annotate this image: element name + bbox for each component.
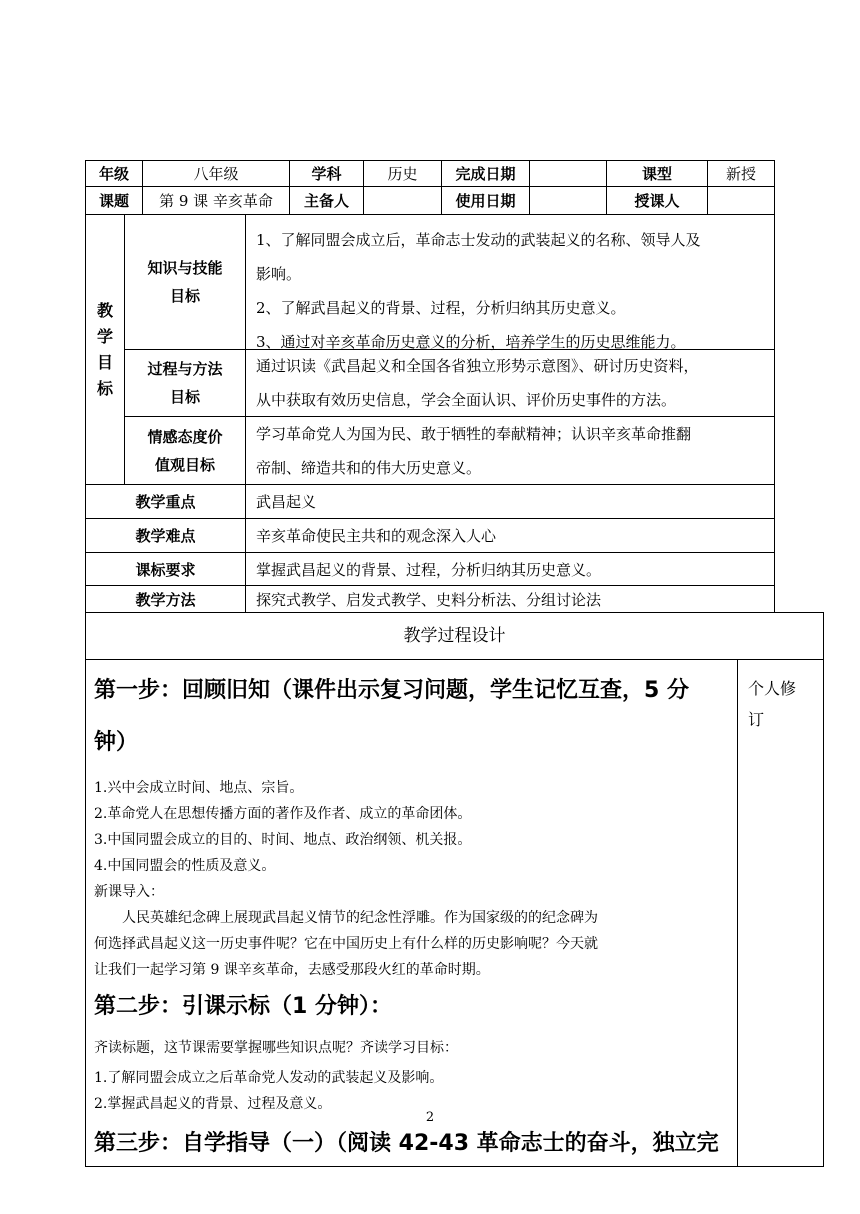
process-label-line: 目标	[169, 388, 200, 406]
intro-line: 人民英雄纪念碑上展现武昌起义情节的纪念性浮雕。作为国家级的的纪念碑为	[122, 910, 598, 926]
emotion-line: 帝制、缔造共和的伟大历史意义。	[256, 458, 482, 477]
grade-label: 年级	[85, 160, 143, 187]
revision-label-line: 个人修	[748, 679, 797, 698]
process-label	[124, 349, 246, 417]
finish-date-value	[529, 160, 607, 187]
type-label: 课型	[606, 160, 708, 187]
review-item: 4.中国同盟会的性质及意义。	[94, 858, 276, 874]
revision-cell	[737, 659, 824, 1167]
step1-heading: 第一步：回顾旧知（课件出示复习问题，学生记忆互查，5 分	[94, 678, 689, 703]
emotion-line: 学习革命党人为国为民、敢于牺牲的奉献精神；认识辛亥革命推翻	[256, 424, 692, 443]
use-date-value	[529, 186, 607, 215]
knowledge-content	[245, 214, 775, 350]
difficulty-label: 教学难点	[85, 518, 246, 553]
review-item: 2.革命党人在思想传播方面的著作及作者、成立的革命团体。	[94, 806, 472, 822]
goal-item: 2.掌握武昌起义的背景、过程及意义。	[94, 1096, 332, 1112]
emotion-label-line: 值观目标	[154, 455, 215, 474]
topic-label: 课题	[85, 186, 143, 215]
key-point-value: 武昌起义	[245, 484, 775, 519]
intro-line: 让我们一起学习第 9 课辛亥革命，去感受那段火红的革命时期。	[94, 962, 490, 978]
intro-line: 何选择武昌起义这一历史事件呢？它在中国历史上有什么样的历史影响呢？今天就	[94, 936, 598, 952]
step2-heading: 第二步：引课示标（1 分钟）：	[94, 994, 392, 1019]
emotion-label	[124, 416, 246, 485]
preparer-label: 主备人	[289, 186, 364, 215]
process-design-title: 教学过程设计	[85, 612, 824, 660]
intro-label: 新课导入：	[94, 884, 164, 900]
step1-heading: 钟）	[94, 730, 139, 755]
standard-label: 课标要求	[85, 552, 246, 586]
knowledge-label-line: 目标	[169, 287, 200, 305]
subject-value: 历史	[363, 160, 442, 187]
review-item: 3.中国同盟会成立的目的、时间、地点、政治纲领、机关报。	[94, 832, 472, 848]
objectives-title-char: 教	[96, 300, 113, 320]
emotion-label-line: 情感态度价	[147, 427, 223, 446]
subject-label: 学科	[289, 160, 364, 187]
topic-value: 第 9 课 辛亥革命	[142, 186, 290, 215]
difficulty-value: 辛亥革命使民主共和的观念深入人心	[245, 518, 775, 553]
step2-text: 齐读标题，这节课需要掌握哪些知识点呢？齐读学习目标：	[94, 1040, 458, 1056]
knowledge-line: 2、了解武昌起义的背景、过程，分析归纳其历史意义。	[256, 299, 626, 317]
emotion-content	[245, 416, 775, 485]
objectives-title-char: 标	[96, 378, 113, 398]
method-label: 教学方法	[85, 585, 246, 613]
objectives-title-char: 目	[96, 352, 113, 372]
key-point-label: 教学重点	[85, 484, 246, 519]
process-label-line: 过程与方法	[147, 360, 223, 378]
knowledge-label	[124, 214, 246, 350]
method-value: 探究式教学、启发式教学、史料分析法、分组讨论法	[245, 585, 775, 613]
preparer-value	[363, 186, 442, 215]
finish-date-label: 完成日期	[441, 160, 530, 187]
process-line: 从中获取有效历史信息，学会全面认识、评价历史事件的方法。	[256, 391, 677, 409]
use-date-label: 使用日期	[441, 186, 530, 215]
step3-heading: 第三步：自学指导（一）（阅读 42-43 革命志士的奋斗，独立完	[94, 1131, 719, 1156]
teacher-label: 授课人	[606, 186, 708, 215]
process-content	[245, 349, 775, 417]
teacher-value	[707, 186, 775, 215]
process-content	[94, 665, 734, 1117]
type-value: 新授	[707, 160, 775, 187]
page-number: 2	[425, 1110, 435, 1125]
objectives-title-char: 学	[96, 326, 113, 346]
knowledge-line: 影响。	[256, 265, 302, 283]
standard-value: 掌握武昌起义的背景、过程，分析归纳其历史意义。	[245, 552, 775, 586]
revision-label-line: 订	[748, 710, 765, 729]
knowledge-line: 1、了解同盟会成立后，革命志士发动的武装起义的名称、领导人及	[256, 231, 701, 249]
knowledge-label-line: 知识与技能	[147, 259, 223, 277]
objectives-title	[85, 214, 125, 485]
grade-value: 八年级	[142, 160, 290, 187]
goal-item: 1.了解同盟会成立之后革命党人发动的武装起义及影响。	[94, 1070, 444, 1086]
review-item: 1.兴中会成立时间、地点、宗旨。	[94, 780, 304, 796]
process-line: 通过识读《武昌起义和全国各省独立形势示意图》、研讨历史资料，	[256, 357, 699, 375]
knowledge-line: 3、通过对辛亥革命历史意义的分析，培养学生的历史思维能力。	[256, 333, 686, 351]
